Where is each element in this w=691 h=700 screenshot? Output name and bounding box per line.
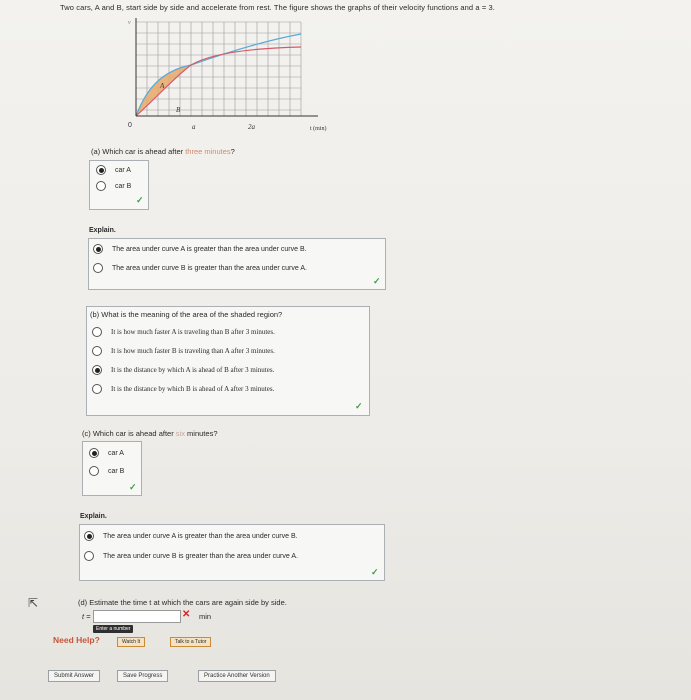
part-c-question xyxy=(82,429,218,438)
option-label: It is the distance by which A is ahead of B after 3 minutes. xyxy=(111,366,275,374)
curve-a xyxy=(136,34,301,116)
radio-selected-icon[interactable] xyxy=(93,244,103,254)
correct-check-icon: ✓ xyxy=(355,401,363,411)
need-help-label: Need Help? xyxy=(53,635,100,645)
radio-icon[interactable] xyxy=(89,466,99,476)
part-b-option-1[interactable] xyxy=(92,327,275,337)
curve-a-label: A xyxy=(160,82,165,90)
part-d-question: (d) Estimate the time t at which the cars are again side by side. xyxy=(78,598,287,607)
part-a-explain-option-1[interactable] xyxy=(93,244,307,254)
origin-label: 0 xyxy=(128,122,132,129)
part-a-explain-box xyxy=(88,238,386,290)
option-label: It is how much faster A is traveling than B after 3 minutes. xyxy=(111,328,275,336)
option-label: The area under curve B is greater than the area under curve A. xyxy=(112,264,307,272)
part-c-answer-box xyxy=(82,441,142,496)
option-label: It is the distance by which B is ahead of A after 3 minutes. xyxy=(111,385,275,393)
tick-2a-label: 2a xyxy=(248,123,255,131)
option-label: The area under curve A is greater than the area under curve B. xyxy=(103,532,298,540)
part-a-question xyxy=(91,147,235,156)
option-label: The area under curve A is greater than the area under curve B. xyxy=(112,245,307,253)
radio-selected-icon[interactable] xyxy=(84,531,94,541)
part-a-question-text: (a) Which car is ahead after xyxy=(91,147,186,156)
part-c-explain-box xyxy=(79,524,385,581)
option-label: car B xyxy=(108,467,125,475)
y-axis-label: v xyxy=(128,20,131,26)
part-a-question-suffix: ? xyxy=(230,147,235,156)
part-b-question: (b) What is the meaning of the area of the shaded region? xyxy=(90,310,283,319)
correct-check-icon: ✓ xyxy=(129,482,137,492)
practice-another-version-button[interactable]: Practice Another Version xyxy=(198,670,276,682)
part-b-option-3[interactable] xyxy=(92,365,274,375)
part-b-option-2[interactable] xyxy=(92,346,275,356)
part-c-option-car-a[interactable] xyxy=(89,448,124,458)
part-b-box xyxy=(86,306,370,416)
part-a-option-car-a[interactable] xyxy=(96,165,131,175)
unit-label: min xyxy=(199,612,212,621)
radio-icon[interactable] xyxy=(92,384,102,394)
radio-icon[interactable] xyxy=(92,327,102,337)
t-input[interactable] xyxy=(93,610,181,623)
option-label: car B xyxy=(115,182,132,190)
part-c-explain-label: Explain. xyxy=(80,513,107,520)
correct-check-icon: ✓ xyxy=(373,276,381,286)
correct-check-icon: ✓ xyxy=(136,195,144,205)
option-label: car A xyxy=(108,449,124,457)
incorrect-x-icon: ✕ xyxy=(182,609,191,620)
part-a-answer-box xyxy=(89,160,149,210)
part-a-explain-option-2[interactable] xyxy=(93,263,307,273)
radio-icon[interactable] xyxy=(93,263,103,273)
part-c-option-car-b[interactable] xyxy=(89,466,124,476)
part-b-option-4[interactable] xyxy=(92,384,274,394)
part-c-explain-option-2[interactable] xyxy=(84,551,298,561)
watch-it-button[interactable]: Watch It xyxy=(117,637,145,647)
x-axis-label: t (min) xyxy=(310,126,327,132)
option-label: It is how much faster B is traveling than A after 3 minutes. xyxy=(111,347,275,355)
part-c-question-suffix: minutes? xyxy=(184,429,218,438)
t-label: t = xyxy=(82,612,91,621)
part-a-option-car-b[interactable] xyxy=(96,181,131,191)
input-tooltip: Enter a number xyxy=(93,625,133,633)
part-c-question-text: (c) Which car is ahead after xyxy=(82,429,176,438)
part-c-question-highlight: six xyxy=(175,429,185,438)
part-a-explain-label: Explain. xyxy=(89,227,116,234)
tick-a-label: a xyxy=(192,123,196,131)
submit-answer-button[interactable]: Submit Answer xyxy=(48,670,100,682)
part-c-explain-option-1[interactable] xyxy=(84,531,298,541)
curve-b-label: B xyxy=(176,106,181,114)
problem-statement: Two cars, A and B, start side by side and accelerate from rest. The figure shows the graphs of their velocity functions and a = 3. xyxy=(60,3,495,12)
radio-icon[interactable] xyxy=(96,181,106,191)
mouse-cursor-icon: ⇱ xyxy=(28,596,39,610)
radio-selected-icon[interactable] xyxy=(96,165,106,175)
correct-check-icon: ✓ xyxy=(371,567,379,577)
part-a-question-highlight: three minutes xyxy=(185,147,231,156)
radio-selected-icon[interactable] xyxy=(92,365,102,375)
radio-icon[interactable] xyxy=(84,551,94,561)
option-label: car A xyxy=(115,166,131,174)
save-progress-button[interactable]: Save Progress xyxy=(117,670,168,682)
option-label: The area under curve B is greater than the area under curve A. xyxy=(103,552,298,560)
radio-selected-icon[interactable] xyxy=(89,448,99,458)
velocity-graph xyxy=(118,14,354,142)
radio-icon[interactable] xyxy=(92,346,102,356)
talk-to-tutor-button[interactable]: Talk to a Tutor xyxy=(170,637,211,647)
